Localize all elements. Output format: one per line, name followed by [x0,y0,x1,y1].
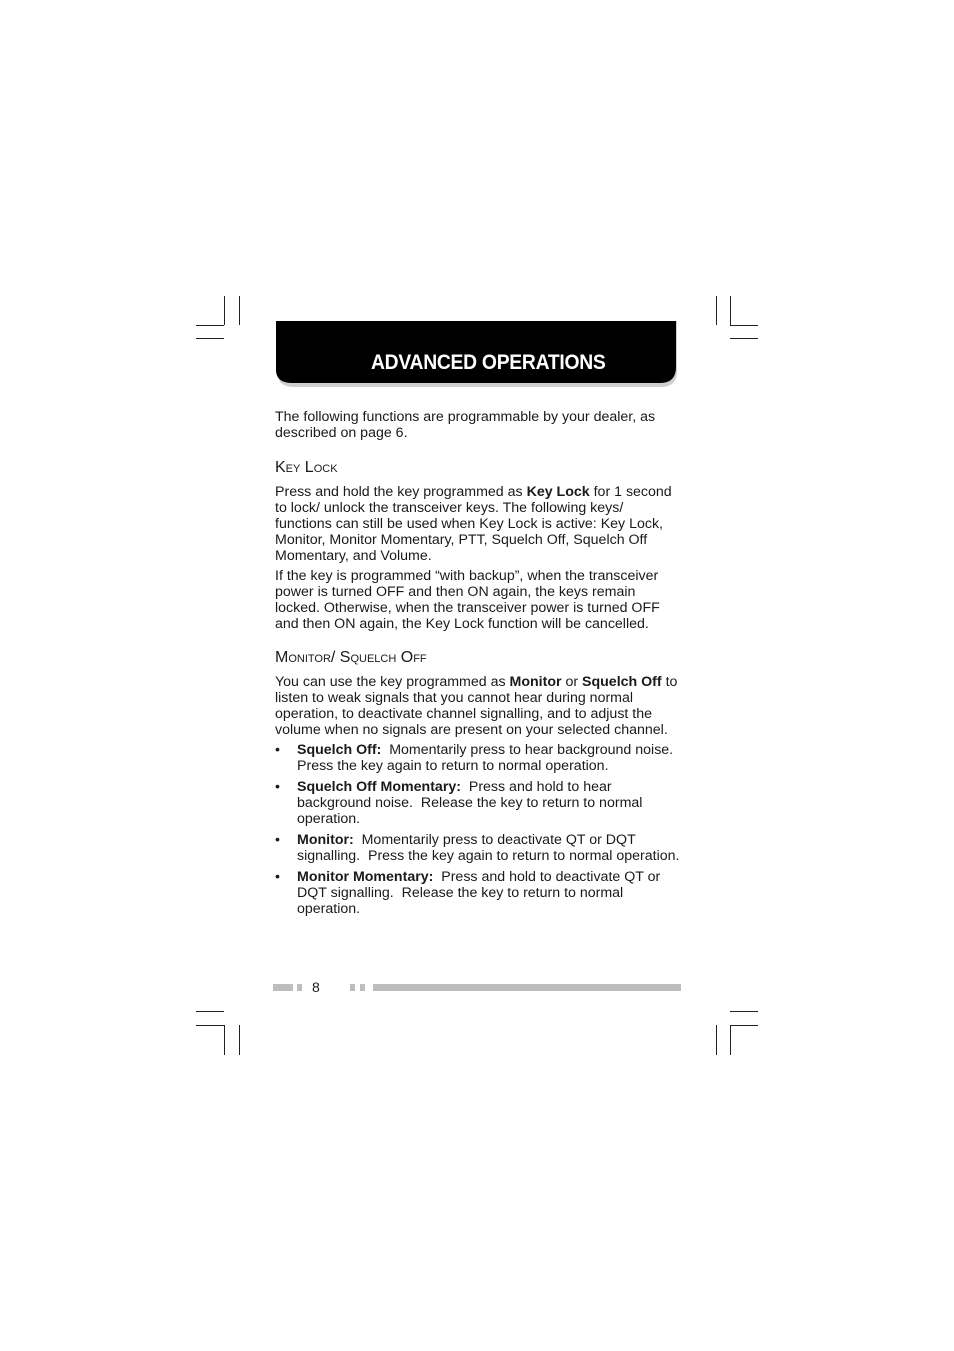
footer-block [350,984,355,991]
chapter-banner [276,321,678,389]
crop-mark [224,1025,225,1055]
monitor-paragraph: You can use the key programmed as Monitor or Squelch Off to listen to weak signals that you cannot hear during normal operation, to deactivate channel signalling, and to adjust the volume when no signals are present on your selected channel. [275,674,678,738]
crop-mark [730,1011,758,1012]
footer-block [373,984,681,991]
crop-mark [196,1011,224,1012]
crop-mark [224,296,225,325]
footer-block [273,984,293,991]
page-footer-bar [273,983,681,993]
page-content [275,409,681,922]
crop-mark [730,338,758,339]
section-heading-monitor: Monitor/ Squelch Off [275,649,427,666]
squelch-off-term: Squelch Off [582,674,662,690]
crop-mark [730,1025,731,1055]
function-list [275,742,681,917]
list-item: • Squelch Off: Momentarily press to hear background noise. Press the key again to return to normal operation. [275,742,682,774]
list-item: • Squelch Off Momentary: Press and hold to hear background noise. Release the key to return to normal operation. [275,779,647,827]
crop-mark [239,1025,240,1055]
crop-mark [196,1025,224,1026]
crop-mark [239,296,240,325]
key-lock-paragraph-1: Press and hold the key programmed as Key Lock for 1 second to lock/ unlock the transceiver keys. The following keys/ functions can still be used when Key Lock is active: Key Lock, Monitor, Monitor Momentary, PTT, Squelch Off, Squelch Off Momentary, and Volume. [275,484,672,564]
key-lock-term: Key Lock [526,484,590,500]
crop-mark [196,338,224,339]
list-item: • Monitor Momentary: Press and hold to deactivate QT or DQT signalling. Release the key to return to normal operation. [275,869,665,917]
page-number: 8 [312,979,320,995]
crop-mark [730,325,758,326]
crop-mark [730,296,731,325]
bullet-icon: • [275,869,280,885]
list-item: • Monitor: Momentarily press to deactivate QT or DQT signalling. Press the key again to return to normal operation. [275,832,680,864]
crop-mark [730,1025,758,1026]
bullet-icon: • [275,742,280,758]
footer-block [297,984,302,991]
bullet-icon: • [275,832,280,848]
monitor-term: Monitor [509,674,562,690]
section-heading-key-lock: Key Lock [275,459,338,476]
intro-paragraph: The following functions are programmable by your dealer, as described on page 6. [275,409,656,441]
crop-mark [716,296,717,325]
chapter-title: ADVANCED OPERATIONS [371,351,606,374]
key-lock-paragraph-2: If the key is programmed “with backup”, when the transceiver power is turned OFF and then ON again, the keys remain locked. Otherwise, when the transceiver power is turned OFF and then ON again, the Key Lock function will be cancelled. [275,568,660,632]
footer-block [360,984,365,991]
crop-mark [196,325,224,326]
crop-mark [716,1025,717,1055]
bullet-icon: • [275,779,280,795]
